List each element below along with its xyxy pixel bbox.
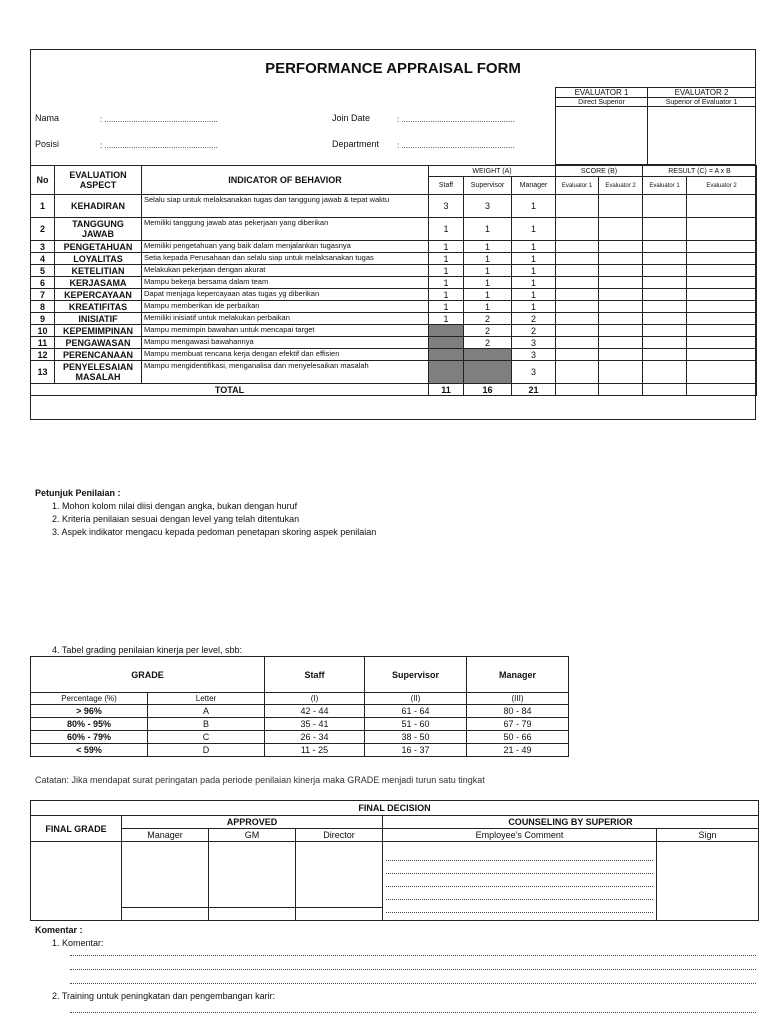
- row-weight-supervisor: 1: [464, 253, 512, 265]
- sign-header: Sign: [657, 829, 759, 842]
- row-weight-supervisor: 1: [464, 301, 512, 313]
- field-nama-label: Nama: [35, 113, 60, 123]
- score-evaluator-1-header: Evaluator 1: [556, 177, 599, 195]
- row-weight-staff: 1: [429, 289, 464, 301]
- row-weight-manager: 1: [512, 241, 556, 253]
- score-evaluator-2-cell[interactable]: [599, 218, 643, 241]
- row-weight-staff: 1: [429, 241, 464, 253]
- grade-manager-header: Manager: [467, 657, 569, 693]
- total-score-2[interactable]: [599, 384, 643, 396]
- employee-comment-header: Employee’s Comment: [383, 829, 657, 842]
- col-indicator-header: INDICATOR OF BEHAVIOR: [142, 166, 429, 195]
- staff-code: (I): [265, 693, 365, 705]
- row-aspect: KETELITIAN: [55, 265, 142, 277]
- result-evaluator-1-cell[interactable]: [643, 313, 687, 325]
- row-no: 8: [31, 301, 55, 313]
- row-weight-supervisor: 1: [464, 265, 512, 277]
- grade-manager-range: 21 - 49: [467, 744, 569, 757]
- gm-approval-cell[interactable]: [209, 842, 296, 908]
- total-supervisor: 16: [464, 384, 512, 396]
- row-no: 11: [31, 337, 55, 349]
- evaluator-2-sign-area[interactable]: [648, 107, 756, 165]
- evaluation-row: [31, 195, 757, 218]
- evaluation-row: [31, 361, 757, 384]
- row-indicator: Melakukan pekerjaan dengan akurat: [142, 265, 429, 277]
- field-nama-value[interactable]: : ...................................................: [100, 115, 218, 124]
- row-weight-supervisor: [464, 361, 512, 384]
- instruction-item: 2. Kriteria penilaian sesuai dengan level yang telah ditentukan: [52, 514, 300, 524]
- row-no: 12: [31, 349, 55, 361]
- evaluation-row: [31, 301, 757, 313]
- row-weight-manager: 1: [512, 301, 556, 313]
- gm-header: GM: [209, 829, 296, 842]
- score-evaluator-1-cell[interactable]: [556, 265, 599, 277]
- grade-letter: C: [148, 731, 265, 744]
- result-evaluator-1-cell[interactable]: [643, 265, 687, 277]
- row-weight-supervisor: 1: [464, 289, 512, 301]
- row-indicator: Mampu bekerja bersama dalam team: [142, 277, 429, 289]
- grade-percentage: > 96%: [31, 705, 148, 718]
- weight-manager-header: Manager: [512, 177, 556, 195]
- evaluation-row: [31, 337, 757, 349]
- result-evaluator-2-cell[interactable]: [687, 241, 757, 253]
- final-grade-cell[interactable]: [31, 842, 122, 921]
- row-weight-manager: 2: [512, 325, 556, 337]
- weight-staff-header: Staff: [429, 177, 464, 195]
- row-weight-supervisor: 1: [464, 241, 512, 253]
- result-evaluator-1-cell[interactable]: [643, 325, 687, 337]
- row-aspect: KEPEMIMPINAN: [55, 325, 142, 337]
- result-evaluator-2-cell[interactable]: [687, 218, 757, 241]
- row-weight-manager: 1: [512, 265, 556, 277]
- row-indicator: Memiliki pengetahuan yang baik dalam menjalankan tugasnya: [142, 241, 429, 253]
- result-evaluator-1-cell[interactable]: [643, 301, 687, 313]
- result-evaluator-2-cell[interactable]: [687, 195, 757, 218]
- result-evaluator-2-cell[interactable]: [687, 325, 757, 337]
- grade-row: [31, 705, 569, 718]
- letter-header: Letter: [148, 693, 265, 705]
- director-approval-cell[interactable]: [296, 842, 383, 908]
- field-join-date-label: Join Date: [332, 113, 371, 123]
- row-weight-manager: 3: [512, 337, 556, 349]
- row-weight-staff: [429, 349, 464, 361]
- result-evaluator-2-cell[interactable]: [687, 253, 757, 265]
- row-weight-manager: 2: [512, 313, 556, 325]
- total-manager: 21: [512, 384, 556, 396]
- grade-staff-range: 26 - 34: [265, 731, 365, 744]
- row-no: 7: [31, 289, 55, 301]
- total-result-2[interactable]: [687, 384, 757, 396]
- score-evaluator-2-cell[interactable]: [599, 253, 643, 265]
- row-aspect: PERENCANAAN: [55, 349, 142, 361]
- grade-supervisor-range: 16 - 37: [365, 744, 467, 757]
- row-indicator: Mampu memberikan ide perbaikan: [142, 301, 429, 313]
- evaluator-2-sub: Superior of Evaluator 1: [648, 98, 756, 107]
- komentar-title: Komentar :: [35, 925, 83, 935]
- row-indicator: Memiliki tanggung jawab atas pekerjaan yang diberikan: [142, 218, 429, 241]
- row-weight-manager: 1: [512, 253, 556, 265]
- col-score-header: SCORE (B): [556, 166, 643, 177]
- result-evaluator-1-cell[interactable]: [643, 289, 687, 301]
- score-evaluator-2-cell[interactable]: [599, 301, 643, 313]
- row-weight-staff: [429, 325, 464, 337]
- komentar-item-2: 2. Training untuk peningkatan dan pengembangan karir:: [52, 991, 276, 1001]
- row-weight-staff: 1: [429, 253, 464, 265]
- grade-letter: A: [148, 705, 265, 718]
- score-evaluator-2-cell[interactable]: [599, 277, 643, 289]
- row-no: 5: [31, 265, 55, 277]
- row-indicator: Mampu mengawasi bawahannya: [142, 337, 429, 349]
- evaluator-1-sub: Direct Superior: [556, 98, 648, 107]
- row-indicator: Mampu mengidentifikasi, menganalisa dan menyelesaikan masalah: [142, 361, 429, 384]
- result-evaluator-2-cell[interactable]: [687, 349, 757, 361]
- result-evaluator-1-cell[interactable]: [643, 195, 687, 218]
- evaluation-row: [31, 289, 757, 301]
- evaluation-row: [31, 218, 757, 241]
- row-weight-supervisor: 2: [464, 337, 512, 349]
- score-evaluator-1-cell[interactable]: [556, 218, 599, 241]
- row-indicator: Selalu siap untuk melaksanakan tugas dan tanggung jawab & tepat waktu: [142, 195, 429, 218]
- grade-staff-range: 42 - 44: [265, 705, 365, 718]
- evaluation-row: [31, 313, 757, 325]
- grade-header: GRADE: [31, 657, 265, 693]
- field-posisi-value[interactable]: : ...................................................: [100, 141, 218, 150]
- result-evaluator-2-cell[interactable]: [687, 337, 757, 349]
- score-evaluator-1-cell[interactable]: [556, 313, 599, 325]
- row-aspect: KREATIFITAS: [55, 301, 142, 313]
- score-evaluator-2-cell[interactable]: [599, 289, 643, 301]
- grade-supervisor-header: Supervisor: [365, 657, 467, 693]
- score-evaluator-2-cell[interactable]: [599, 195, 643, 218]
- score-evaluator-1-cell[interactable]: [556, 289, 599, 301]
- row-weight-staff: 1: [429, 265, 464, 277]
- result-evaluator-2-cell[interactable]: [687, 289, 757, 301]
- evaluator-1-sign-area[interactable]: [556, 107, 648, 165]
- row-weight-manager: 1: [512, 277, 556, 289]
- col-no-header: No: [31, 166, 55, 195]
- row-weight-manager: 3: [512, 349, 556, 361]
- result-evaluator-1-cell[interactable]: [643, 337, 687, 349]
- row-indicator: Setia kepada Perusahaan dan selalu siap untuk melaksanakan tugas: [142, 253, 429, 265]
- manager-header: Manager: [122, 829, 209, 842]
- score-evaluator-2-cell[interactable]: [599, 325, 643, 337]
- grade-percentage: < 59%: [31, 744, 148, 757]
- manager-approval-cell[interactable]: [122, 842, 209, 908]
- result-evaluator-1-cell[interactable]: [643, 277, 687, 289]
- row-aspect: KERJASAMA: [55, 277, 142, 289]
- row-no: 1: [31, 195, 55, 218]
- grade-row: [31, 718, 569, 731]
- evaluation-row: [31, 265, 757, 277]
- result-evaluator-2-cell[interactable]: [687, 361, 757, 384]
- training-line[interactable]: [70, 1012, 756, 1013]
- evaluator-2-label: EVALUATOR 2: [648, 88, 756, 98]
- manager-sign-name[interactable]: [122, 908, 209, 921]
- director-sign-name[interactable]: [296, 908, 383, 921]
- instruction-item: 3. Aspek indikator mengacu kepada pedoman penetapan skoring aspek penilaian: [52, 527, 377, 537]
- row-weight-supervisor: 3: [464, 195, 512, 218]
- score-evaluator-1-cell[interactable]: [556, 349, 599, 361]
- total-label: TOTAL: [31, 384, 429, 396]
- grade-supervisor-range: 38 - 50: [365, 731, 467, 744]
- final-decision-title: FINAL DECISION: [31, 801, 759, 816]
- grade-staff-range: 35 - 41: [265, 718, 365, 731]
- komentar-line[interactable]: [70, 983, 756, 984]
- score-evaluator-2-cell[interactable]: [599, 241, 643, 253]
- grade-table: [30, 656, 569, 757]
- row-aspect: PENGETAHUAN: [55, 241, 142, 253]
- row-aspect: INISIATIF: [55, 313, 142, 325]
- evaluator-header: [555, 87, 756, 165]
- row-no: 9: [31, 313, 55, 325]
- instruction-item-4: 4. Tabel grading penilaian kinerja per level, sbb:: [52, 645, 242, 655]
- grade-row: [31, 731, 569, 744]
- field-join-date-value[interactable]: : ...................................................: [397, 115, 515, 124]
- result-evaluator-1-cell[interactable]: [643, 218, 687, 241]
- row-indicator: Dapat menjaga kepercayaan atas tugas yg diberikan: [142, 289, 429, 301]
- evaluation-table: [30, 165, 757, 396]
- final-decision-table: [30, 800, 759, 921]
- score-evaluator-1-cell[interactable]: [556, 301, 599, 313]
- row-aspect: KEPERCAYAAN: [55, 289, 142, 301]
- row-weight-staff: 1: [429, 301, 464, 313]
- evaluation-row: [31, 349, 757, 361]
- row-weight-staff: [429, 361, 464, 384]
- grade-staff-range: 11 - 25: [265, 744, 365, 757]
- sign-cell[interactable]: [657, 842, 759, 921]
- score-evaluator-1-cell[interactable]: [556, 325, 599, 337]
- row-no: 3: [31, 241, 55, 253]
- evaluation-row: [31, 253, 757, 265]
- field-department-label: Department: [332, 139, 380, 149]
- row-weight-supervisor: 2: [464, 313, 512, 325]
- grade-percentage: 60% - 79%: [31, 731, 148, 744]
- col-weight-header: WEIGHT (A): [429, 166, 556, 177]
- score-evaluator-1-cell[interactable]: [556, 195, 599, 218]
- row-no: 13: [31, 361, 55, 384]
- row-aspect: LOYALITAS: [55, 253, 142, 265]
- field-posisi-label: Posisi: [35, 139, 60, 149]
- score-evaluator-2-cell[interactable]: [599, 337, 643, 349]
- score-evaluator-1-cell[interactable]: [556, 277, 599, 289]
- komentar-line[interactable]: [70, 955, 756, 956]
- row-weight-supervisor: [464, 349, 512, 361]
- grade-letter: B: [148, 718, 265, 731]
- page-title: PERFORMANCE APPRAISAL FORM: [265, 60, 521, 77]
- row-weight-staff: [429, 337, 464, 349]
- result-evaluator-1-cell[interactable]: [643, 241, 687, 253]
- grade-supervisor-range: 61 - 64: [365, 705, 467, 718]
- grade-manager-range: 67 - 79: [467, 718, 569, 731]
- evaluation-row: [31, 325, 757, 337]
- grade-supervisor-range: 51 - 60: [365, 718, 467, 731]
- row-weight-manager: 1: [512, 218, 556, 241]
- col-aspect-header: EVALUATION ASPECT: [55, 166, 142, 195]
- row-indicator: Mampu memimpin bawahan untuk mencapai target: [142, 325, 429, 337]
- result-evaluator-1-cell[interactable]: [643, 253, 687, 265]
- evaluator-1-label: EVALUATOR 1: [556, 88, 648, 98]
- row-no: 2: [31, 218, 55, 241]
- col-result-header: RESULT (C) = A x B: [643, 166, 757, 177]
- weight-supervisor-header: Supervisor: [464, 177, 512, 195]
- score-evaluator-2-cell[interactable]: [599, 361, 643, 384]
- grade-percentage: 80% - 95%: [31, 718, 148, 731]
- note-text: Catatan: Jika mendapat surat peringatan pada periode penilaian kinerja maka GRADE menjadi turun satu tingkat: [35, 775, 485, 785]
- instruction-item: 1. Mohon kolom nilai diisi dengan angka, bukan dengan huruf: [52, 501, 298, 511]
- score-evaluator-2-cell[interactable]: [599, 313, 643, 325]
- result-evaluator-1-header: Evaluator 1: [643, 177, 687, 195]
- score-evaluator-2-header: Evaluator 2: [599, 177, 643, 195]
- employee-comment-cell[interactable]: [383, 842, 657, 921]
- result-evaluator-2-cell[interactable]: [687, 277, 757, 289]
- total-staff: 11: [429, 384, 464, 396]
- counseling-header: COUNSELING BY SUPERIOR: [383, 816, 759, 829]
- row-aspect: KEHADIRAN: [55, 195, 142, 218]
- grade-manager-range: 50 - 66: [467, 731, 569, 744]
- percentage-header: Percentage (%): [31, 693, 148, 705]
- komentar-item-1: 1. Komentar:: [52, 938, 104, 948]
- row-aspect: PENYELESAIAN MASALAH: [55, 361, 142, 384]
- score-evaluator-2-cell[interactable]: [599, 349, 643, 361]
- result-evaluator-2-cell[interactable]: [687, 313, 757, 325]
- score-evaluator-1-cell[interactable]: [556, 253, 599, 265]
- total-score-1[interactable]: [556, 384, 599, 396]
- grade-staff-header: Staff: [265, 657, 365, 693]
- row-aspect: PENGAWASAN: [55, 337, 142, 349]
- manager-code: (III): [467, 693, 569, 705]
- score-evaluator-2-cell[interactable]: [599, 265, 643, 277]
- row-weight-supervisor: 1: [464, 277, 512, 289]
- row-weight-supervisor: 2: [464, 325, 512, 337]
- row-indicator: Mampu membuat rencana kerja dengan efektif dan effisien: [142, 349, 429, 361]
- grade-row: [31, 744, 569, 757]
- row-weight-supervisor: 1: [464, 218, 512, 241]
- result-evaluator-1-cell[interactable]: [643, 361, 687, 384]
- row-weight-staff: 1: [429, 218, 464, 241]
- row-weight-staff: 1: [429, 277, 464, 289]
- result-evaluator-2-cell[interactable]: [687, 265, 757, 277]
- result-evaluator-2-header: Evaluator 2: [687, 177, 757, 195]
- evaluation-row: [31, 277, 757, 289]
- row-aspect: TANGGUNG JAWAB: [55, 218, 142, 241]
- row-indicator: Memiliki inisiatif untuk melakukan perbaikan: [142, 313, 429, 325]
- row-weight-staff: 1: [429, 313, 464, 325]
- supervisor-code: (II): [365, 693, 467, 705]
- score-evaluator-1-cell[interactable]: [556, 241, 599, 253]
- row-no: 6: [31, 277, 55, 289]
- komentar-line[interactable]: [70, 969, 756, 970]
- row-no: 4: [31, 253, 55, 265]
- evaluation-row: [31, 241, 757, 253]
- final-grade-header: FINAL GRADE: [31, 816, 122, 842]
- row-no: 10: [31, 325, 55, 337]
- score-evaluator-1-cell[interactable]: [556, 337, 599, 349]
- total-result-1[interactable]: [643, 384, 687, 396]
- result-evaluator-2-cell[interactable]: [687, 301, 757, 313]
- director-header: Director: [296, 829, 383, 842]
- row-weight-manager: 1: [512, 195, 556, 218]
- grade-letter: D: [148, 744, 265, 757]
- approved-header: APPROVED: [122, 816, 383, 829]
- row-weight-manager: 3: [512, 361, 556, 384]
- row-weight-staff: 3: [429, 195, 464, 218]
- score-evaluator-1-cell[interactable]: [556, 361, 599, 384]
- field-department-value[interactable]: : ...................................................: [397, 141, 515, 150]
- grade-manager-range: 80 - 84: [467, 705, 569, 718]
- row-weight-manager: 1: [512, 289, 556, 301]
- gm-sign-name[interactable]: [209, 908, 296, 921]
- instructions-title: Petunjuk Penilaian :: [35, 488, 121, 498]
- result-evaluator-1-cell[interactable]: [643, 349, 687, 361]
